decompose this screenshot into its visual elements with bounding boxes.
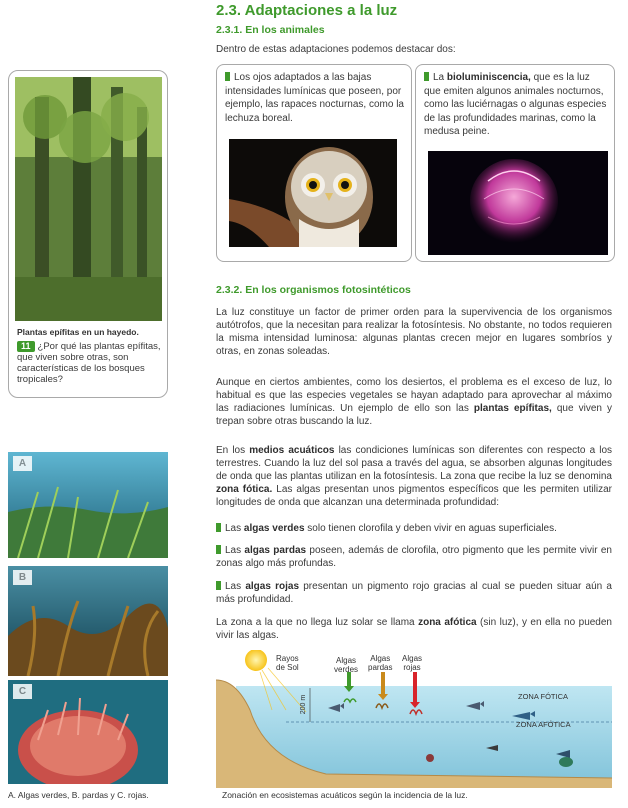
subsection-title-animals: 2.3.1. En los animales bbox=[216, 24, 325, 36]
intro-text: Dentro de estas adaptaciones podemos destacar dos: bbox=[216, 44, 456, 55]
green-algae-photo bbox=[8, 452, 168, 558]
sun-rays-label: Rayos de Sol bbox=[276, 654, 299, 672]
red-algae-label: Algas rojas bbox=[402, 654, 423, 672]
diagram-caption: Zonación en ecosistemas acuáticos según la incidencia de la luz. bbox=[222, 790, 468, 800]
question-text: ¿Por qué las plantas epífitas, que viven sobre otras, son características de los bosques tropicales? bbox=[17, 341, 161, 385]
red-algae-photo bbox=[8, 680, 168, 784]
octopus-icon bbox=[426, 754, 434, 762]
bullet-marker bbox=[216, 545, 221, 554]
tree-photo-caption: Plantas epífitas en un hayedo. bbox=[17, 327, 139, 337]
bioluminescence-box-text: La bioluminiscencia, que es la luz que emiten algunos animales nocturnos, como las luciérnagas o algunas especies de las profundidades marinas, como la medusa peine. bbox=[424, 72, 607, 137]
paragraph-aphotic: La zona a la que no llega luz solar se llama zona afótica (sin luz), y en ella no pueden vivir las algas. bbox=[216, 617, 612, 641]
comb-jelly-photo bbox=[428, 151, 608, 255]
photo-tag-a: A bbox=[13, 456, 32, 471]
algae-photos-caption: A. Algas verdes, B. pardas y C. rojas. bbox=[8, 790, 149, 800]
bullet-marker bbox=[424, 72, 429, 81]
epiphyte-sidebar-box bbox=[8, 70, 168, 398]
paragraph-epiphytes: Aunque en ciertos ambientes, como los desiertos, el problema es el exceso de luz, lo habitual es que las especies vegetales se hayan adaptado para aprovechar al máximo las radiaciones lumínicas. Un ejemplo de ello son las plantas epífitas, que viven y trepan sobre otras buscando la luz. bbox=[216, 377, 613, 427]
aquatic-zonation-diagram bbox=[216, 650, 612, 788]
paragraph-aquatic: En los medios acuáticos las condiciones lumínicas son diferentes con respecto a los terrestres. Cuando la luz del sol pasa a través del agua, se absorben algunas longitudes de onda que las plantas utilizan en la fotosíntesis. La zona que recibe la luz se denomina zona fótica. Las algas presentan unos pigmentos específicos que les permiten utilizar longitudes de onda que alcanzan una determinada profundidad: bbox=[216, 445, 613, 508]
beech-forest-photo bbox=[15, 77, 162, 321]
bullet-marker bbox=[216, 581, 221, 590]
depth-label: 200 m bbox=[300, 694, 308, 715]
photic-zone-label: ZONA FÓTICA bbox=[518, 692, 569, 701]
photo-tag-c: C bbox=[13, 684, 32, 699]
bullet-marker bbox=[225, 72, 230, 81]
owl-adaptation-box bbox=[216, 64, 412, 262]
sun-icon bbox=[245, 650, 267, 671]
owl-box-text: Los ojos adaptados a las bajas intensidades lumínicas que poseen, por ejemplo, las rapaces nocturnas, como la lechuza boreal. bbox=[225, 72, 404, 124]
green-algae-label: Algas verdes bbox=[334, 656, 359, 674]
brown-algae-label: Algas pardas bbox=[368, 654, 393, 672]
owl-photo bbox=[229, 139, 397, 247]
section-title: 2.3. Adaptaciones a la luz bbox=[216, 2, 398, 19]
list-item-brown-algae: Las algas pardas poseen, además de clorofila, otro pigmento que les permite vivir en zonas algo más profundas. bbox=[216, 545, 612, 569]
subsection-title-photosynthetic: 2.3.2. En los organismos fotosintéticos bbox=[216, 284, 411, 296]
bioluminescence-box bbox=[415, 64, 615, 262]
list-item-green-algae: Las algas verdes solo tienen clorofila y deben vivir en aguas superficiales. bbox=[216, 522, 612, 535]
activity-question bbox=[17, 341, 163, 385]
brown-algae-photo bbox=[8, 566, 168, 676]
bullet-marker bbox=[216, 523, 221, 532]
aphotic-zone-label: ZONA AFÓTICA bbox=[516, 720, 571, 729]
photo-tag-b: B bbox=[13, 570, 32, 585]
question-number-badge: 11 bbox=[17, 341, 35, 352]
paragraph-light-factor: La luz constituye un factor de primer orden para la supervivencia de los organismos autótrofos, que la necesitan para realizar la fotosíntesis. No obstante, no todos requieren la misma intensidad luminosa: algunas plantas crecen mejor en lugares sombríos y otras, en zonas soleadas. bbox=[216, 307, 612, 357]
list-item-red-algae: Las algas rojas presentan un pigmento rojo gracias al cual se pueden situar aún a más profundidad. bbox=[216, 581, 612, 605]
turtle-icon bbox=[559, 757, 573, 767]
